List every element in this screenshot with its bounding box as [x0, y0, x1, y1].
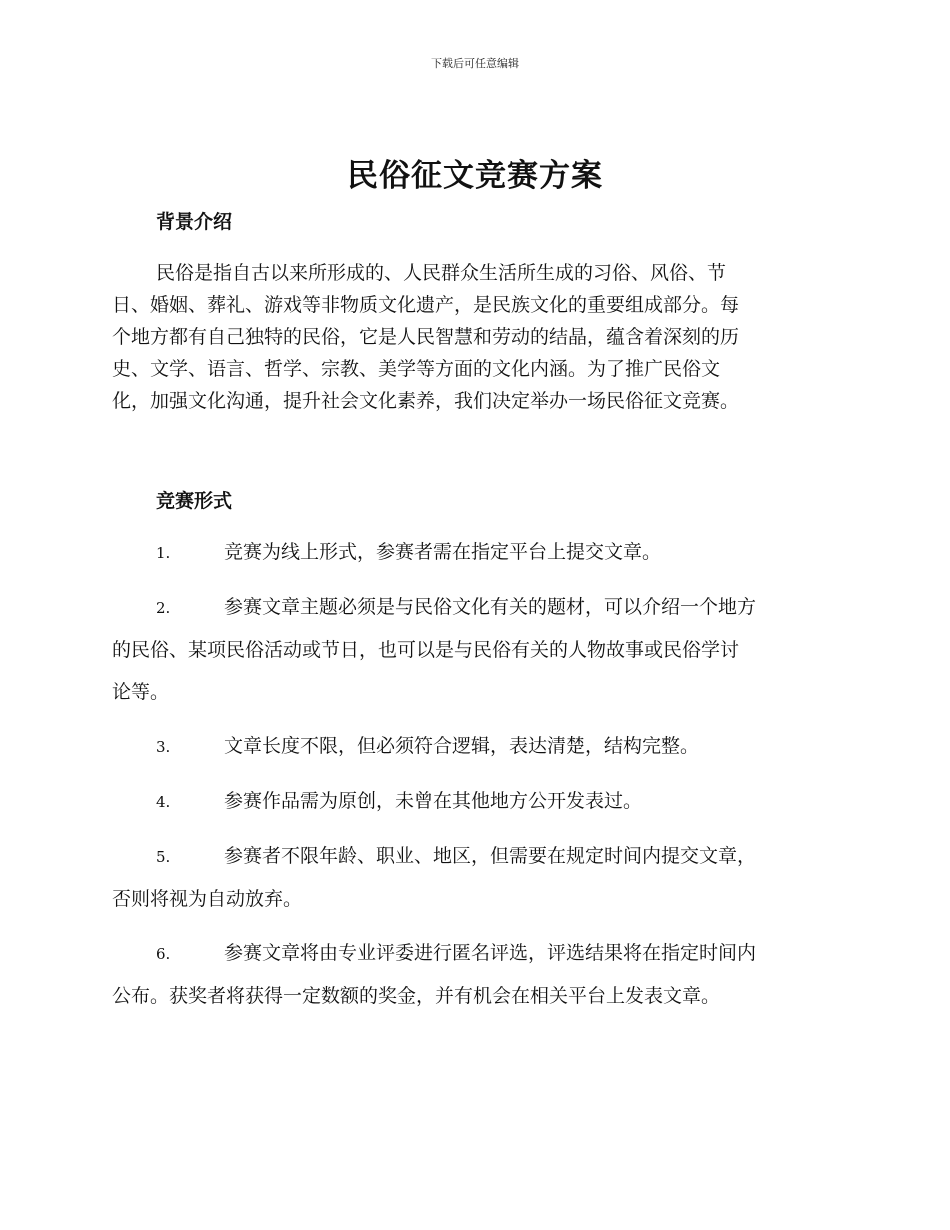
list-item-number: 4.: [156, 793, 171, 811]
section-heading-format: 竞赛形式: [156, 490, 233, 512]
list-item-text: 参赛者不限年龄、职业、地区，但需要在规定时间内提交文章，: [224, 845, 757, 867]
paragraph-line: 个地方都有自己独特的民俗，它是人民智慧和劳动的结晶，蕴含着深刻的历: [112, 326, 740, 348]
list-item-text: 参赛文章主题必须是与民俗文化有关的题材，可以介绍一个地方: [224, 596, 757, 618]
list-item-number: 3.: [156, 738, 171, 756]
list-item: [112, 591, 834, 708]
paragraph-line: 民俗是指自古以来所形成的、人民群众生活所生成的习俗、风俗、节: [156, 262, 727, 284]
list-item-number: 2.: [156, 599, 171, 617]
list-item: [112, 937, 834, 1012]
list-item-text: 文章长度不限，但必须符合逻辑，表达清楚，结构完整。: [224, 735, 700, 757]
list-item: [112, 840, 834, 915]
list-item-text: 的民俗、某项民俗活动或节日，也可以是与民俗有关的人物故事或民俗学讨: [112, 639, 740, 661]
list-item: [112, 730, 834, 763]
paragraph-line: 史、文学、语言、哲学、宗教、美学等方面的文化内涵。为了推广民俗文: [112, 358, 721, 380]
list-item-text: 参赛文章将由专业评委进行匿名评选，评选结果将在指定时间内: [224, 942, 757, 964]
list-item-text: 否则将视为自动放弃。: [112, 888, 303, 910]
list-item-text: 参赛作品需为原创，未曾在其他地方公开发表过。: [224, 790, 643, 812]
header-note: 下载后可任意编辑: [431, 57, 519, 70]
document-title: 民俗征文竞赛方案: [347, 158, 603, 194]
list-item-text: 论等。: [112, 681, 170, 703]
list-item-number: 6.: [156, 945, 171, 963]
list-item: [112, 536, 834, 569]
paragraph-line: 日、婚姻、葬礼、游戏等非物质文化遗产，是民族文化的重要组成部分。每: [112, 294, 740, 316]
background-paragraph: [112, 257, 834, 417]
list-item-text: 竞赛为线上形式，参赛者需在指定平台上提交文章。: [224, 541, 662, 563]
section-heading-background: 背景介绍: [156, 211, 233, 233]
list-item: [112, 785, 834, 818]
list-item-number: 1.: [156, 544, 171, 562]
list-item-number: 5.: [156, 848, 171, 866]
list-item-text: 公布。获奖者将获得一定数额的奖金，并有机会在相关平台上发表文章。: [112, 985, 721, 1007]
paragraph-line: 化，加强文化沟通，提升社会文化素养，我们决定举办一场民俗征文竞赛。: [112, 390, 740, 412]
